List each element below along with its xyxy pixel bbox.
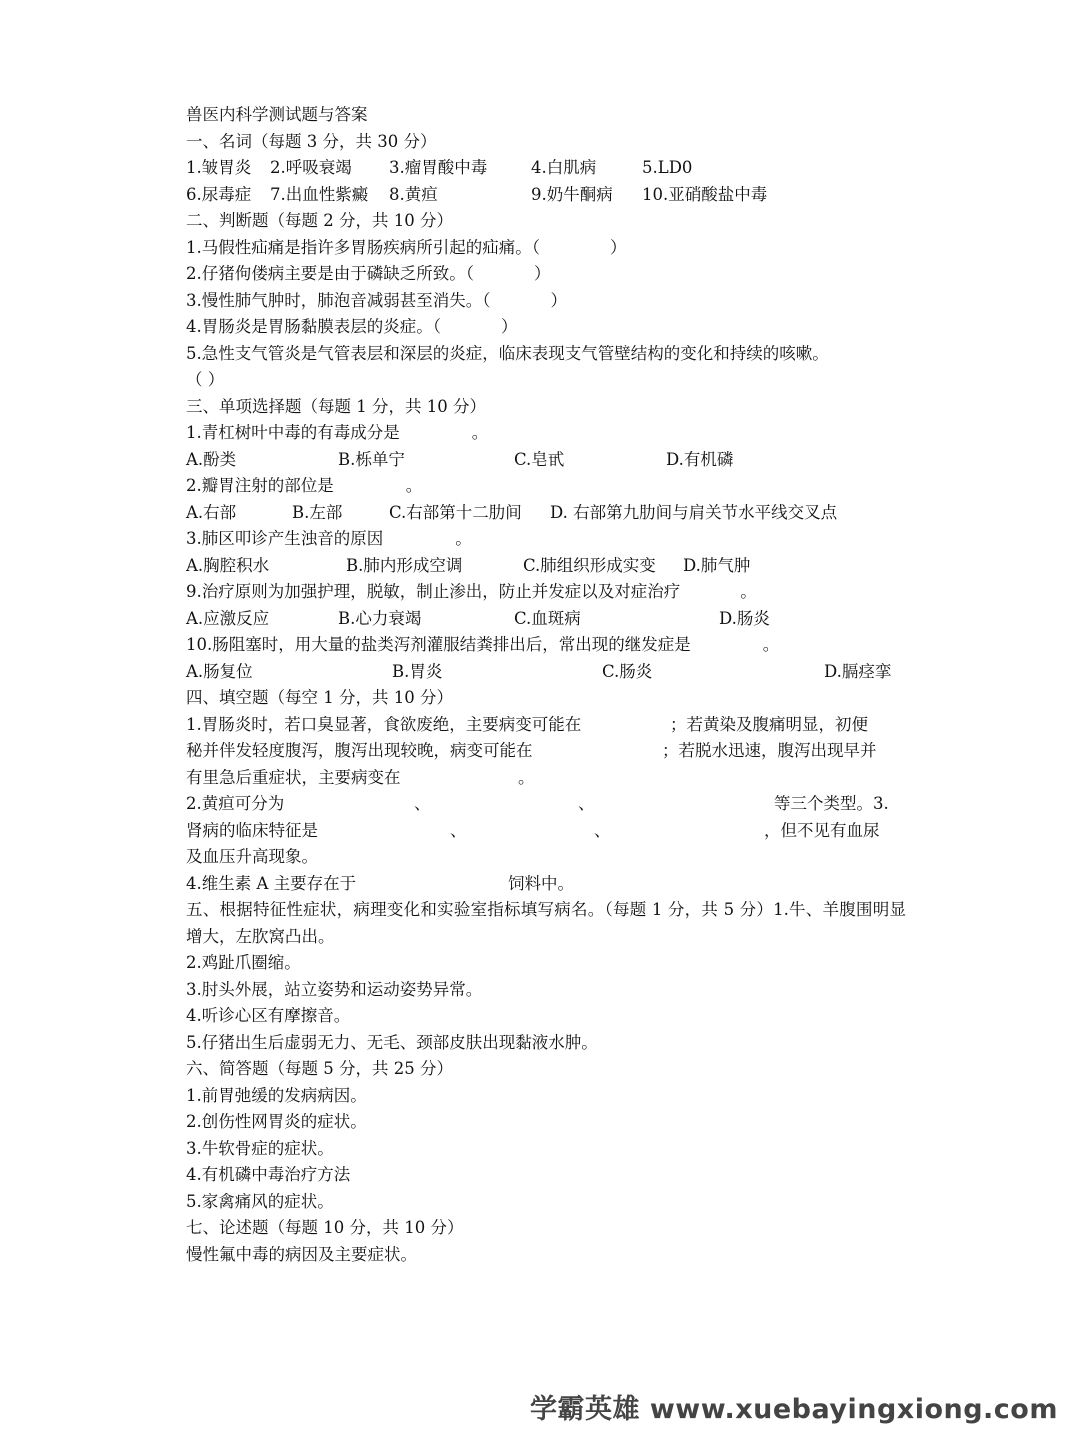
choice-option: D. 右部第九肋间与肩关节水平线交叉点: [550, 502, 838, 522]
term-item: 5.LD0: [642, 158, 693, 177]
choice-option: C.肺组织形成实变: [523, 555, 656, 575]
section-2-heading: 二、判断题（每题 2 分，共 10 分）: [186, 211, 453, 230]
choice-option: A.应激反应: [186, 608, 270, 628]
section-5-heading: 五、根据特征性症状，病理变化和实验室指标填写病名。（每题 1 分，共 5 分）1.牛、羊腹围明显增大，左肷窝凸出。: [186, 900, 906, 946]
choice-question-1: 1.青杠树叶中毒的有毒成分是 。: [186, 423, 489, 442]
choice-option: B.心力衰竭: [338, 608, 422, 628]
diagnosis-item: 3.肘头外展，站立姿势和运动姿势异常。: [186, 979, 483, 999]
fill-question-3: 肾病的临床特征是 、 、 ，但不见有血尿: [186, 820, 880, 840]
choice-option: D.肺气肿: [683, 555, 751, 575]
fill-question-3-cont: 及血压升高现象。: [186, 847, 318, 866]
term-item: 6.尿毒症: [186, 184, 252, 204]
choice-option: A.酚类: [186, 449, 237, 469]
short-answer-item: 3.牛软骨症的症状。: [186, 1138, 334, 1158]
diagnosis-item: 2.鸡趾爪圈缩。: [186, 953, 301, 972]
choice-option: B.胃炎: [392, 661, 443, 681]
site-watermark: 学霸英雄 www.xuebayingxiong.com: [529, 1394, 1058, 1425]
fill-question-1-line-2: 秘并伴发轻度腹泻，腹泻出现较晚，病变可能在 ；若脱水迅速，腹泻出现早并: [186, 741, 877, 760]
choice-option: B.肺内形成空调: [346, 555, 463, 575]
choice-option: A.胸腔积水: [186, 555, 270, 575]
term-row-1: [186, 155, 906, 182]
choice-option: B.左部: [292, 502, 343, 522]
short-answer-item: 5.家禽痛风的症状。: [186, 1191, 334, 1211]
term-item: 3.瘤胃酸中毒: [389, 158, 488, 177]
choice-option: A.肠复位: [186, 661, 253, 681]
choice-question-3: 3.肺区叩诊产生浊音的原因 。: [186, 529, 472, 548]
term-item: 8.黄疸: [389, 184, 438, 204]
choice-option: A.右部: [186, 502, 237, 522]
short-answer-item: 1.前胃弛缓的发病病因。: [186, 1085, 367, 1105]
term-item: 1.皱胃炎: [186, 158, 252, 177]
short-answer-item: 2.创伤性网胃炎的症状。: [186, 1112, 367, 1131]
choice-option: D.膈痉挛: [824, 661, 892, 681]
section-6-heading: 六、简答题（每题 5 分，共 25 分）: [186, 1059, 453, 1078]
choice-question-10: 10.肠阻塞时，用大量的盐类泻剂灌服结粪排出后，常出现的继发症是 。: [186, 635, 780, 654]
judge-question-3: 3.慢性肺气肿时，肺泡音减弱甚至消失。（ ）: [186, 290, 567, 310]
choice-option: C.血斑病: [514, 608, 581, 628]
essay-question: 慢性氟中毒的病因及主要症状。: [186, 1244, 417, 1264]
term-item: 2.呼吸衰竭: [270, 158, 352, 177]
choice-option: D.有机磷: [666, 449, 734, 469]
choice-options-10: [186, 659, 906, 686]
choice-option: C.皂甙: [514, 449, 565, 469]
choice-options-3: [186, 553, 906, 580]
judge-question-5: 5.急性支气管炎是气管表层和深层的炎症，临床表现支气管壁结构的变化和持续的咳嗽。: [186, 343, 829, 363]
choice-question-2: 2.瓣胃注射的部位是 。: [186, 476, 423, 495]
choice-options-9: [186, 606, 906, 633]
choice-options-2: [186, 500, 906, 527]
short-answer-item: 4.有机磷中毒治疗方法: [186, 1165, 351, 1184]
term-row-2: [186, 182, 906, 209]
section-4-heading: 四、填空题（每空 1 分，共 10 分）: [186, 688, 453, 707]
section-1-heading: 一、名词（每题 3 分，共 30 分）: [186, 131, 437, 151]
choice-option: B.栎单宁: [338, 449, 405, 469]
doc-title: 兽医内科学测试题与答案: [186, 105, 368, 124]
judge-question-2: 2.仔猪佝偻病主要是由于磷缺乏所致。（ ）: [186, 264, 551, 283]
choice-options-1: [186, 447, 906, 474]
fill-question-4: 4.维生素 A 主要存在于 饲料中。: [186, 873, 574, 893]
diagnosis-item: 4.听诊心区有摩擦音。: [186, 1006, 351, 1025]
choice-option: D.肠炎: [719, 608, 770, 628]
fill-question-1-line-1: 1.胃肠炎时，若口臭显著，食欲废绝，主要病变可能在 ；若黄染及腹痛明显，初便: [186, 714, 868, 734]
choice-option: C.肠炎: [602, 661, 653, 681]
section-3-heading: 三、单项选择题（每题 1 分，共 10 分）: [186, 396, 486, 416]
fill-question-1-line-3: 有里急后重症状，主要病变在 。: [186, 767, 535, 787]
choice-option: C.右部第十二肋间: [389, 502, 522, 522]
exam-document: [186, 102, 906, 1268]
term-item: 7.出血性紫癜: [270, 184, 369, 204]
term-item: 10.亚硝酸盐中毒: [642, 184, 768, 204]
term-item: 4.白肌病: [531, 158, 597, 177]
judge-question-1: 1.马假性疝痛是指许多胃肠疾病所引起的疝痛。（ ）: [186, 237, 627, 257]
term-item: 9.奶牛酮病: [531, 184, 613, 204]
diagnosis-item: 5.仔猪出生后虚弱无力、无毛、颈部皮肤出现黏液水肿。: [186, 1032, 598, 1052]
judge-question-5-bracket: （ ）: [186, 370, 225, 389]
section-7-heading: 七、论述题（每题 10 分，共 10 分）: [186, 1218, 464, 1237]
fill-question-2: 2.黄疸可分为 、 、 等三个类型。3.: [186, 794, 889, 813]
judge-question-4: 4.胃肠炎是胃肠黏膜表层的炎症。（ ）: [186, 317, 518, 336]
choice-question-9: 9.治疗原则为加强护理，脱敏，制止渗出，防止并发症以及对症治疗 。: [186, 582, 757, 601]
